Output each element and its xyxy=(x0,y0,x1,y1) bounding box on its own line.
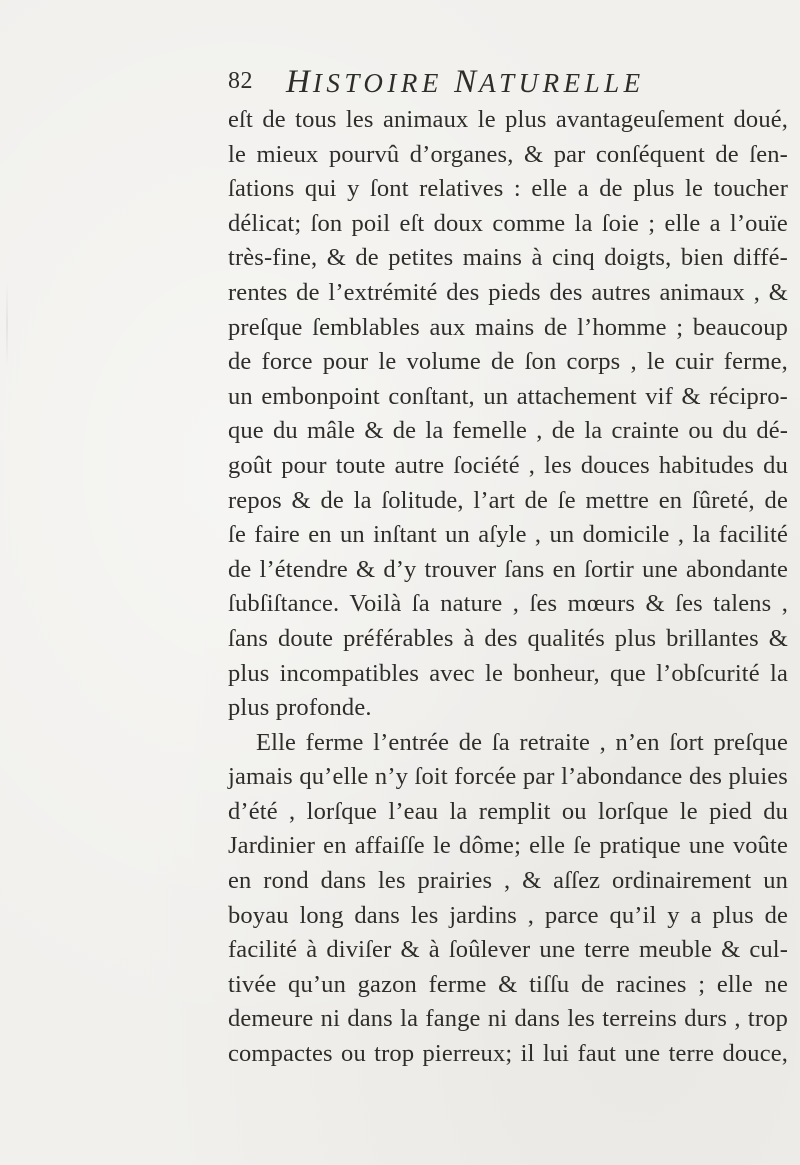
text-line: compactes ou trop pierreux; il lui faut une terre douce, xyxy=(228,1040,789,1068)
text-line: goût pour toute autre ſociété , les douces habitudes du xyxy=(228,451,788,479)
text-line: que du mâle & de la femelle , de la crainte ou du dé- xyxy=(228,417,789,445)
running-title xyxy=(286,64,645,101)
paragraph-first-line: Elle ferme l’entrée de ſa retraite , n’en ſort preſque xyxy=(256,728,788,756)
text-line: jamais qu’elle n’y ſoit forcée par l’abondance des pluies xyxy=(228,763,788,791)
running-title-initial-n: N xyxy=(454,64,480,100)
text-line: plus incompatibles avec le bonheur, que l’obſcurité la xyxy=(228,659,788,687)
text-line: d’été , lorſque l’eau la remplit ou lorſque le pied du xyxy=(228,797,789,825)
text-line: en rond dans les prairies , & aſſez ordinairement un xyxy=(228,867,789,895)
text-line: ſe faire en un inſtant un aſyle , un domicile , la facilité xyxy=(228,521,789,549)
text-line: très-fine, & de petites mains à cinq doigts, bien diffé- xyxy=(228,244,788,272)
running-title-word-2: ATURELLE xyxy=(479,68,645,98)
text-line: rentes de l’extrémité des pieds des autres animaux , & xyxy=(228,278,788,306)
text-line: repos & de la ſolitude, l’art de ſe mettre en ſûreté, de xyxy=(228,486,788,514)
running-header xyxy=(228,64,668,104)
text-line: le mieux pourvû d’organes, & par conſéquent de ſen- xyxy=(228,140,788,168)
page-shading xyxy=(6,280,8,370)
text-line: de l’étendre & d’y trouver ſans en ſortir une abondante xyxy=(228,555,789,583)
text-line: ſubſiſtance. Voilà ſa nature , ſes mœurs & ſes talens , xyxy=(228,590,789,618)
text-line: tivée qu’un gazon ferme & tiſſu de racines ; elle ne xyxy=(228,970,788,998)
text-line: Jardinier en affaiſſe le dôme; elle ſe pratique une voûte xyxy=(228,832,789,860)
running-title-initial-h: H xyxy=(286,64,313,100)
text-line: plus profonde. xyxy=(228,694,372,722)
text-line: un embonpoint conſtant, un attachement vif & récipro- xyxy=(228,382,788,410)
text-line: preſque ſemblables aux mains de l’homme ; beaucoup xyxy=(228,313,788,341)
text-line: ſations qui y ſont relatives : elle a de plus le toucher xyxy=(228,175,789,203)
text-line: ſans doute préférables à des qualités plus brillantes & xyxy=(228,624,788,652)
running-title-word-1: ISTOIRE xyxy=(312,68,443,98)
text-line: facilité à diviſer & à ſoûlever une terre meuble & cul- xyxy=(228,936,789,964)
text-line: demeure ni dans la fange ni dans les terreins durs , trop xyxy=(228,1005,788,1033)
page-number: 82 xyxy=(228,68,253,94)
text-line: eſt de tous les animaux le plus avantageuſement doué, xyxy=(228,106,789,133)
text-line: délicat; ſon poil eſt doux comme la ſoie ; elle a l’ouïe xyxy=(228,209,788,237)
body-text xyxy=(228,103,796,1072)
text-line: boyau long dans les jardins , parce qu’il y a plus de xyxy=(228,901,789,929)
text-line: de force pour le volume de ſon corps , le cuir ferme, xyxy=(228,348,788,376)
